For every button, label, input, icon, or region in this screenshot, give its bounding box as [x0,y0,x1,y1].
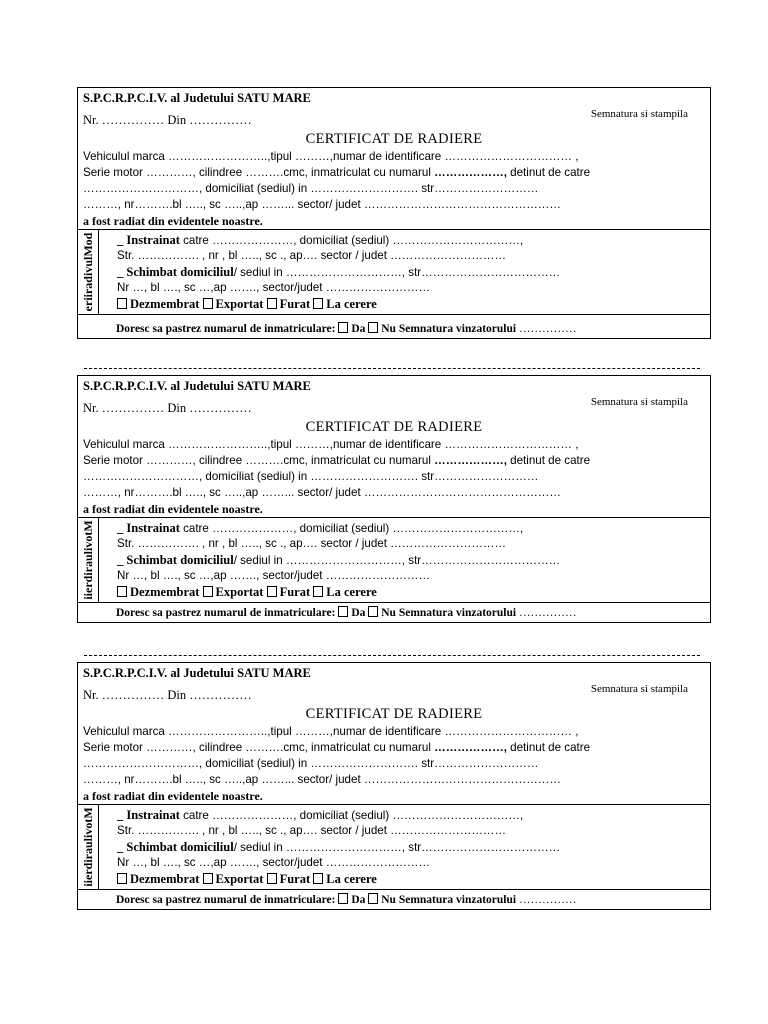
nr-line: Nr. …………… Din …………… [83,688,252,702]
signature-label: Semnatura si stampila [590,108,688,120]
option-instrainat: _ Instrainat catre …………………, domiciliat (sediul) ……………………………, [117,233,524,247]
radiat-statement: a fost radiat din evidentele noastre. [83,214,263,228]
checkbox-da[interactable] [338,893,348,904]
org-name: S.P.C.R.P.C.I.V. al Judetului SATU MARE [83,666,311,680]
org-name: S.P.C.R.P.C.I.V. al Judetului SATU MARE [83,91,311,105]
checkbox-furat[interactable] [267,298,277,309]
org-name: S.P.C.R.P.C.I.V. al Judetului SATU MARE [83,379,311,393]
reason-section [78,229,710,314]
keep-plate-row: Doresc sa pastrez numarul de inmatriculare: Da Nu Semnatura vinzatorului …………… [78,314,710,338]
side-label: eriiradivulMod [78,230,99,314]
address-line: ………, nr……….bl ….., sc …..,ap ……... sector/ judet …………………………………………… [83,198,561,211]
vehicle-line: Vehiculul marca ……………………..,tipul ………,numar de identificare …………………………… , [83,150,579,163]
certificate-1 [77,87,711,339]
checkbox-dezmembrat[interactable] [117,298,127,309]
checkbox-furat[interactable] [267,873,277,884]
radiat-statement: a fost radiat din evidentele noastre. [83,789,263,803]
options [99,230,710,314]
signature-label: Semnatura si stampila [590,396,688,408]
cert-title: CERTIFICAT DE RADIERE [305,706,483,722]
cut-line [84,655,700,657]
checkbox-nu[interactable] [368,606,378,617]
keep-plate-row: Doresc sa pastrez numarul de inmatriculare: Da Nu Semnatura vinzatorului …………… [78,889,710,909]
instrainat-address: Str. ……………. , nr , bl ….., sc ., ap…. sector / judet ………………………… [117,249,507,262]
schimbat-address: Nr …, bl …., sc …,ap ……., sector/judet ……………………… [117,281,431,294]
cert-header [78,88,710,229]
signature-label: Semnatura si stampila [590,683,688,695]
option-schimbat: _ Schimbat domiciliul/ sediul in …………………………, str……………………………… [117,840,561,854]
nr-line: Nr. …………… Din …………… [83,113,252,127]
checkbox-exportat[interactable] [203,873,213,884]
address-line: ………, nr……….bl ….., sc …..,ap ……... sector/ judet …………………………………………… [83,773,561,786]
checkbox-dezmembrat[interactable] [117,586,127,597]
schimbat-address: Nr …, bl …., sc …,ap ……., sector/judet ……………………… [117,569,431,582]
certificate-2 [77,375,711,623]
cert-header [78,663,710,804]
engine-line: Serie motor …………, cilindree ……….cmc, inmatriculat cu numarul ………………, detinut de catre [83,454,591,467]
checkbox-la-cerere[interactable] [313,298,323,309]
option-schimbat: _ Schimbat domiciliul/ sediul in …………………………, str……………………………… [117,265,561,279]
options [99,518,710,602]
vehicle-line: Vehiculul marca ……………………..,tipul ………,numar de identificare …………………………… , [83,725,579,738]
address-line: ………, nr……….bl ….., sc …..,ap ……... sector/ judet …………………………………………… [83,486,561,499]
side-label: iierdiraulivotM [78,805,99,889]
radiat-statement: a fost radiat din evidentele noastre. [83,502,263,516]
vehicle-line: Vehiculul marca ……………………..,tipul ………,numar de identificare …………………………… , [83,438,579,451]
cert-title: CERTIFICAT DE RADIERE [305,131,483,147]
options [99,805,710,889]
instrainat-address: Str. ……………. , nr , bl ….., sc ., ap…. sector / judet ………………………… [117,537,507,550]
engine-line: Serie motor …………, cilindree ……….cmc, inmatriculat cu numarul ………………, detinut de catre [83,741,591,754]
cut-line [84,368,700,370]
option-schimbat: _ Schimbat domiciliul/ sediul in …………………………, str……………………………… [117,553,561,567]
checkbox-nu[interactable] [368,893,378,904]
cert-header [78,376,710,517]
schimbat-address: Nr …, bl …., sc …,ap ……., sector/judet ……………………… [117,856,431,869]
option-instrainat: _ Instrainat catre …………………, domiciliat (sediul) ……………………………, [117,808,524,822]
reason-section [78,517,710,602]
nr-line: Nr. …………… Din …………… [83,401,252,415]
reason-checkboxes: Dezmembrat Exportat Furat La cerere [117,296,710,312]
keep-plate-row: Doresc sa pastrez numarul de inmatriculare: Da Nu Semnatura vinzatorului …………… [78,602,710,622]
checkbox-furat[interactable] [267,586,277,597]
side-label: iierdiraulivotM [78,518,99,602]
engine-line: Serie motor …………, cilindree ……….cmc, inmatriculat cu numarul ………………, detinut de catre [83,166,591,179]
reason-section [78,804,710,889]
checkbox-nu[interactable] [368,322,378,333]
owner-line: …………………………, domiciliat (sediul) in ………………………. str……………………… [83,757,539,770]
checkbox-dezmembrat[interactable] [117,873,127,884]
checkbox-la-cerere[interactable] [313,586,323,597]
instrainat-address: Str. ……………. , nr , bl ….., sc ., ap…. sector / judet ………………………… [117,824,507,837]
checkbox-da[interactable] [338,322,348,333]
cert-title: CERTIFICAT DE RADIERE [305,419,483,435]
checkbox-exportat[interactable] [203,586,213,597]
checkbox-da[interactable] [338,606,348,617]
certificate-3 [77,662,711,910]
reason-checkboxes: Dezmembrat Exportat Furat La cerere [117,584,710,600]
checkbox-exportat[interactable] [203,298,213,309]
checkbox-la-cerere[interactable] [313,873,323,884]
option-instrainat: _ Instrainat catre …………………, domiciliat (sediul) ……………………………, [117,521,524,535]
owner-line: …………………………, domiciliat (sediul) in ………………………. str……………………… [83,182,539,195]
owner-line: …………………………, domiciliat (sediul) in ………………………. str……………………… [83,470,539,483]
reason-checkboxes: Dezmembrat Exportat Furat La cerere [117,871,710,887]
